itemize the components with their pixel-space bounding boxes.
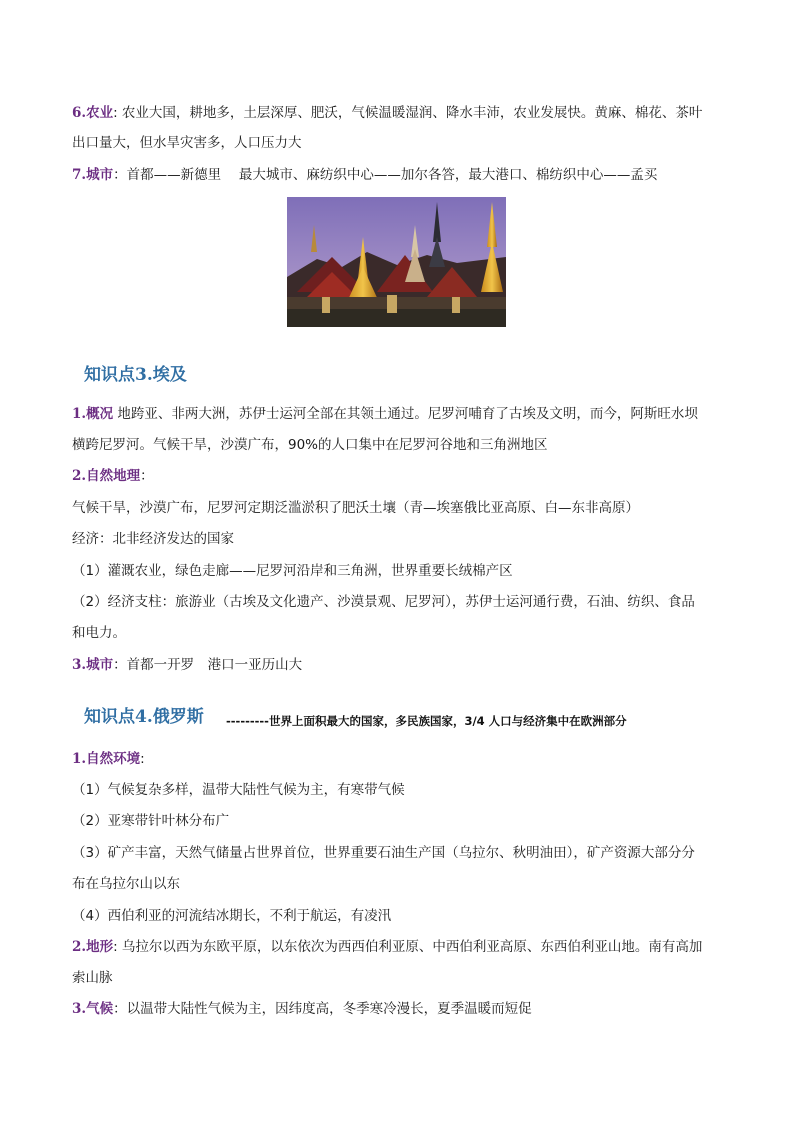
line-text: ： xyxy=(140,468,154,484)
egypt-pillars-line xyxy=(72,592,732,612)
russia-environment-label-line xyxy=(72,749,732,769)
egypt-economy-line xyxy=(72,529,732,549)
line-text: 布在乌拉尔山以东 xyxy=(72,876,180,892)
section-label: 2.地形 xyxy=(72,939,114,955)
line-text: （4）西伯利亚的河流结冰期长，不利于航运，有凌汛 xyxy=(72,908,392,924)
line-text: 出口量大，但水旱灾害多，人口压力大 xyxy=(72,135,302,151)
section-label: 6.农业 xyxy=(72,105,114,121)
line-text: 经济：北非经济发达的国家 xyxy=(72,531,234,547)
russia-rivers-line xyxy=(72,906,732,926)
egypt-overview-line xyxy=(72,404,732,424)
line-text: （3）矿产丰富，天然气储量占世界首位，世界重要石油生产国（乌拉尔、秋明油田），矿产资源大部分分 xyxy=(72,845,695,861)
egypt-nature-label-line xyxy=(72,466,732,486)
russia-minerals-line-cont xyxy=(72,874,732,894)
egypt-irrigation-line xyxy=(72,561,732,581)
russia-forest-line xyxy=(72,811,732,831)
heading-egypt: 知识点3.埃及 xyxy=(84,365,187,385)
line-text: 横跨尼罗河。气候干旱，沙漠广布，90%的人口集中在尼罗河谷地和三角洲地区 xyxy=(72,437,548,453)
agriculture-line-cont xyxy=(72,133,732,153)
heading-russia: 知识点4.俄罗斯 xyxy=(84,707,204,727)
egypt-climate-line xyxy=(72,498,732,518)
egypt-cities-line xyxy=(72,655,732,675)
russia-minerals-line xyxy=(72,843,732,863)
temple-photo xyxy=(287,197,506,327)
egypt-pillars-line-cont xyxy=(72,623,732,643)
line-text: 地跨亚、非两大洲，苏伊士运河全部在其领土通过。尼罗河哺育了古埃及文明，而今，阿斯旺水坝 xyxy=(113,406,698,422)
russia-climate-line xyxy=(72,780,732,800)
section-label: 3.气候 xyxy=(72,1001,114,1017)
section-label: 2.自然地理 xyxy=(72,468,141,484)
line-text: 索山脉 xyxy=(72,970,113,986)
section-label: 7.城市 xyxy=(72,167,114,183)
section-label: 1.自然环境 xyxy=(72,751,141,767)
line-text: ：首都一开罗 港口一亚历山大 xyxy=(113,657,303,673)
line-text: ：首都——新德里 最大城市、麻纺织中心——加尔各答，最大港口、棉纺织中心——孟买 xyxy=(113,167,658,183)
agriculture-line xyxy=(72,103,732,123)
section-label: 3.城市 xyxy=(72,657,114,673)
line-text: （2）亚寒带针叶林分布广 xyxy=(72,813,230,829)
line-text: （1）灌溉农业，绿色走廊——尼罗河沿岸和三角洲，世界重要长绒棉产区 xyxy=(72,563,513,579)
line-text: （1）气候复杂多样，温带大陆性气候为主，有寒带气候 xyxy=(72,782,405,798)
egypt-overview-line-cont xyxy=(72,435,732,455)
line-text: 气候干旱，沙漠广布，尼罗河定期泛滥淤积了肥沃土壤（青—埃塞俄比亚高原、白—东非高原） xyxy=(72,500,639,516)
line-text: : 农业大国，耕地多，土层深厚、肥沃，气候温暖湿润、降水丰沛，农业发展快。黄麻、棉花、茶叶 xyxy=(113,105,703,121)
russia-terrain-line-cont xyxy=(72,968,732,988)
line-text: : 乌拉尔以西为东欧平原，以东依次为西西伯利亚原、中西伯利亚高原、东西伯利亚山地。南有高加 xyxy=(113,939,703,955)
line-text: ：以温带大陆性气候为主，因纬度高，冬季寒冷漫长，夏季温暖而短促 xyxy=(113,1001,532,1017)
russia-weather-line xyxy=(72,999,732,1019)
section-label: 1.概况 xyxy=(72,406,114,422)
line-text: （2）经济支柱：旅游业（古埃及文化遗产、沙漠景观、尼罗河），苏伊士运河通行费，石油、纺织、食品 xyxy=(72,594,695,610)
russia-terrain-line xyxy=(72,937,732,957)
russia-heading-note: ---------世界上面积最大的国家，多民族国家，3/4 人口与经济集中在欧洲部分 xyxy=(226,714,627,728)
cities-line xyxy=(72,165,732,185)
line-text: : xyxy=(140,751,145,767)
line-text: 和电力。 xyxy=(72,625,126,641)
